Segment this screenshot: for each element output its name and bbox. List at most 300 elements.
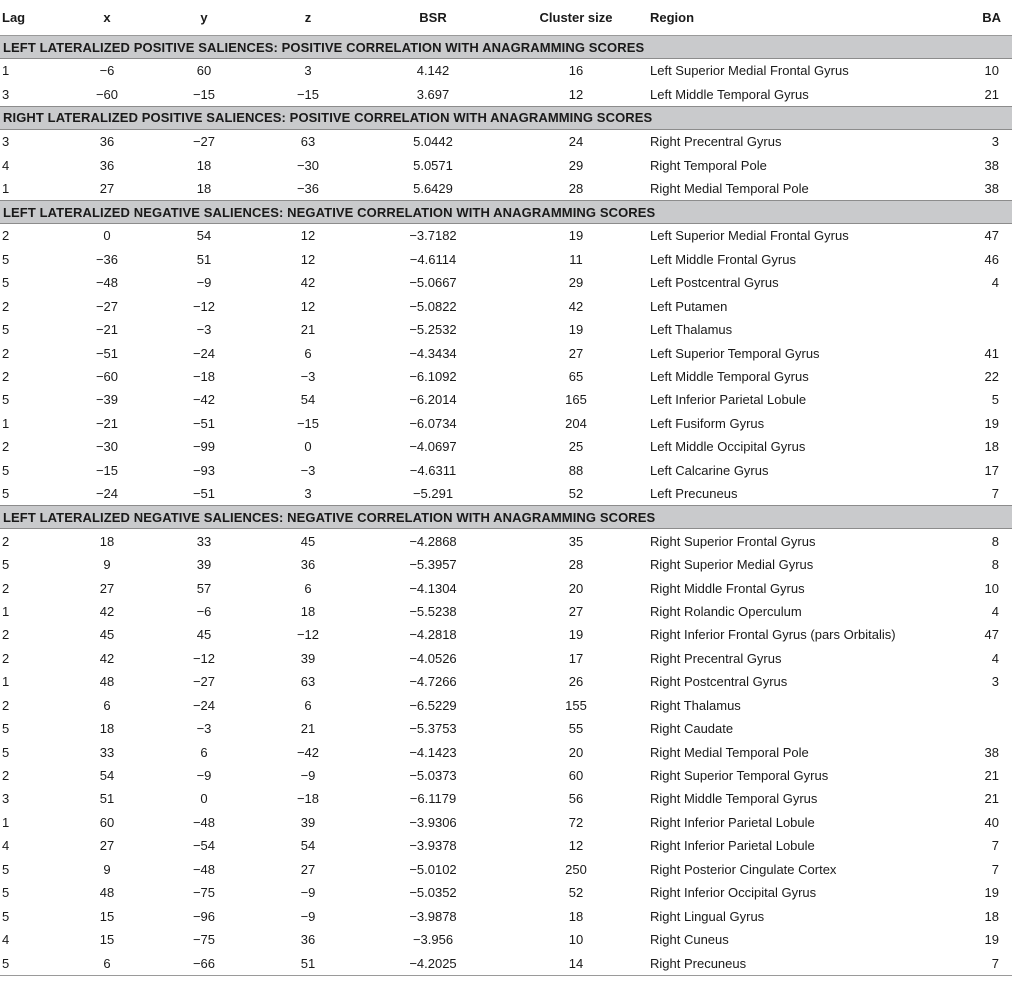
cell-ba: 19 <box>984 415 999 431</box>
cell-y: 54 <box>196 228 212 244</box>
table-row <box>0 365 1012 388</box>
cell-bsr: −3.9378 <box>409 838 457 854</box>
cell-z: 21 <box>300 322 316 338</box>
table-row <box>0 295 1012 318</box>
cell-cluster-size: 56 <box>568 791 584 807</box>
cell-y: −51 <box>192 415 216 431</box>
section-title: LEFT LATERALIZED POSITIVE SALIENCES: POSITIVE CORRELATION WITH ANAGRAMMING SCORES <box>0 36 1012 59</box>
cell-bsr: −5.3957 <box>409 557 457 573</box>
cell-y: −51 <box>192 486 216 502</box>
cell-lag: 5 <box>2 744 10 760</box>
cell-ba: 17 <box>984 462 999 478</box>
cell-ba: 47 <box>984 228 999 244</box>
cell-y: −9 <box>196 275 212 291</box>
cell-region: Left Postcentral Gyrus <box>650 275 779 291</box>
cell-region: Right Inferior Parietal Lobule <box>650 814 815 830</box>
cell-region: Right Precentral Gyrus <box>650 134 782 150</box>
cell-region: Left Middle Frontal Gyrus <box>650 251 796 267</box>
cell-region: Right Precuneus <box>650 955 747 971</box>
cell-z: 36 <box>300 557 316 573</box>
cell-cluster-size: 52 <box>568 486 584 502</box>
cell-y: 18 <box>196 157 212 173</box>
cell-cluster-size: 165 <box>565 392 587 408</box>
table-row <box>0 318 1012 341</box>
cell-x: −36 <box>95 251 119 267</box>
cell-y: −12 <box>192 298 216 314</box>
cell-region: Right Middle Frontal Gyrus <box>650 580 805 596</box>
cell-lag: 2 <box>2 627 10 643</box>
cell-region: Left Superior Temporal Gyrus <box>650 345 820 361</box>
cell-x: 42 <box>99 650 115 666</box>
table-row <box>0 271 1012 294</box>
cell-lag: 3 <box>2 791 10 807</box>
cell-region: Right Superior Frontal Gyrus <box>650 533 816 549</box>
table-row <box>0 435 1012 458</box>
table-row <box>0 482 1012 506</box>
cell-lag: 2 <box>2 650 10 666</box>
cell-x: 36 <box>99 157 115 173</box>
cell-z: −36 <box>296 180 320 196</box>
cell-cluster-size: 14 <box>568 955 584 971</box>
cell-cluster-size: 11 <box>569 251 583 267</box>
table-row <box>0 647 1012 670</box>
cell-x: 6 <box>103 697 111 713</box>
cell-cluster-size: 19 <box>568 228 584 244</box>
cell-z: 51 <box>300 955 316 971</box>
cell-x: 48 <box>99 885 115 901</box>
cell-lag: 1 <box>2 180 10 196</box>
cell-bsr: −4.6114 <box>409 251 457 267</box>
cell-ba: 22 <box>984 369 999 385</box>
cell-z: −15 <box>296 415 320 431</box>
cell-z: 63 <box>300 134 316 150</box>
cell-z: 21 <box>300 721 316 737</box>
cell-cluster-size: 20 <box>568 744 584 760</box>
table-row <box>0 881 1012 904</box>
cell-x: −15 <box>95 462 119 478</box>
cell-lag: 4 <box>2 932 10 948</box>
cell-ba: 3 <box>991 674 999 690</box>
cell-ba: 8 <box>991 533 999 549</box>
cell-ba <box>928 318 1012 341</box>
section-header-row <box>0 36 1012 59</box>
cell-region: Right Medial Temporal Pole <box>650 180 809 196</box>
cell-x: 36 <box>99 134 115 150</box>
cell-region: Left Precuneus <box>650 486 738 502</box>
cell-x: 60 <box>99 814 115 830</box>
cell-z: −3 <box>300 462 316 478</box>
table-row <box>0 951 1012 975</box>
cell-region: Left Superior Medial Frontal Gyrus <box>650 63 849 79</box>
col-header-bsr: BSR <box>362 0 504 36</box>
cell-lag: 5 <box>2 486 10 502</box>
cell-region: Right Temporal Pole <box>650 157 767 173</box>
cell-x: 27 <box>99 580 115 596</box>
cell-z: 6 <box>304 697 312 713</box>
col-header-z: z <box>254 0 362 36</box>
cell-bsr: 4.142 <box>416 63 450 79</box>
cell-lag: 3 <box>2 134 10 150</box>
cell-bsr: −4.7266 <box>409 674 457 690</box>
cell-y: −18 <box>192 369 216 385</box>
cell-cluster-size: 52 <box>568 885 584 901</box>
cell-bsr: −3.9878 <box>409 908 457 924</box>
cell-cluster-size: 155 <box>565 697 587 713</box>
cell-region: Left Superior Medial Frontal Gyrus <box>650 228 849 244</box>
cell-z: 3 <box>304 63 312 79</box>
cell-cluster-size: 19 <box>568 627 584 643</box>
cell-region: Right Caudate <box>650 721 734 737</box>
cell-lag: 5 <box>2 462 10 478</box>
cell-x: 27 <box>99 838 115 854</box>
cell-cluster-size: 72 <box>568 814 584 830</box>
table-row <box>0 623 1012 646</box>
cell-bsr: −4.0697 <box>409 439 457 455</box>
cell-y: −93 <box>192 462 216 478</box>
cell-ba <box>928 295 1012 318</box>
cell-ba: 40 <box>984 814 999 830</box>
cell-bsr: −3.956 <box>412 932 454 948</box>
cell-lag: 2 <box>2 439 10 455</box>
cell-x: 33 <box>99 744 115 760</box>
cell-z: −15 <box>296 86 320 102</box>
cell-cluster-size: 29 <box>568 157 584 173</box>
cell-z: 3 <box>304 486 312 502</box>
cell-cluster-size: 12 <box>568 838 584 854</box>
table-row <box>0 811 1012 834</box>
table-row <box>0 670 1012 693</box>
cell-lag: 2 <box>2 768 10 784</box>
cell-cluster-size: 28 <box>568 180 584 196</box>
cell-y: 57 <box>196 580 212 596</box>
col-header-x: x <box>60 0 154 36</box>
cell-lag: 5 <box>2 885 10 901</box>
table-row <box>0 82 1012 106</box>
cell-z: 39 <box>300 814 316 830</box>
table-row <box>0 904 1012 927</box>
cell-lag: 5 <box>2 861 10 877</box>
cell-y: −27 <box>192 134 216 150</box>
cell-region: Right Medial Temporal Pole <box>650 744 809 760</box>
cell-y: −12 <box>192 650 216 666</box>
table-row <box>0 529 1012 553</box>
cell-lag: 1 <box>2 603 10 619</box>
cell-region: Right Inferior Frontal Gyrus (pars Orbitalis) <box>650 627 896 643</box>
cell-lag: 3 <box>2 86 10 102</box>
cell-lag: 5 <box>2 955 10 971</box>
cell-x: −24 <box>95 486 119 502</box>
cell-ba: 3 <box>991 134 999 150</box>
cell-z: 54 <box>300 838 316 854</box>
cell-x: −51 <box>95 345 119 361</box>
header-row <box>0 0 1012 36</box>
cell-x: 45 <box>99 627 115 643</box>
col-header-cluster-size: Cluster size <box>504 0 648 36</box>
cell-x: −6 <box>99 63 115 79</box>
cell-region: Left Fusiform Gyrus <box>650 415 765 431</box>
cell-z: 63 <box>300 674 316 690</box>
cell-cluster-size: 10 <box>568 932 584 948</box>
cell-region: Left Middle Temporal Gyrus <box>650 369 809 385</box>
table-row <box>0 224 1012 248</box>
cell-z: 36 <box>300 932 316 948</box>
table-row <box>0 928 1012 951</box>
cell-bsr: −5.291 <box>412 486 454 502</box>
cell-z: −18 <box>296 791 320 807</box>
cell-y: −6 <box>196 603 212 619</box>
cell-cluster-size: 42 <box>568 298 584 314</box>
cell-x: 51 <box>99 791 115 807</box>
section-title: LEFT LATERALIZED NEGATIVE SALIENCES: NEGATIVE CORRELATION WITH ANAGRAMMING SCORES <box>0 506 1012 529</box>
cell-ba: 47 <box>984 627 999 643</box>
cell-x: 18 <box>99 721 115 737</box>
cell-bsr: 3.697 <box>416 86 450 102</box>
cell-y: −66 <box>192 955 216 971</box>
col-header-region: Region <box>648 0 928 36</box>
cell-z: 12 <box>300 298 316 314</box>
table-row <box>0 764 1012 787</box>
cell-z: −9 <box>300 885 316 901</box>
cell-x: 6 <box>103 955 111 971</box>
cell-bsr: −4.3434 <box>409 345 457 361</box>
table-row <box>0 341 1012 364</box>
cell-bsr: −5.0102 <box>409 861 457 877</box>
cell-x: 48 <box>99 674 115 690</box>
col-header-ba: BA <box>928 0 1012 36</box>
cell-lag: 1 <box>2 674 10 690</box>
cell-x: −21 <box>95 415 119 431</box>
cell-ba: 19 <box>984 932 999 948</box>
col-header-y: y <box>154 0 254 36</box>
cell-x: −21 <box>95 322 119 338</box>
cell-ba: 8 <box>991 557 999 573</box>
cell-cluster-size: 250 <box>565 861 587 877</box>
cell-cluster-size: 24 <box>568 134 584 150</box>
cell-ba: 21 <box>984 86 999 102</box>
cell-cluster-size: 20 <box>568 580 584 596</box>
cell-z: 39 <box>300 650 316 666</box>
cell-ba: 5 <box>991 392 999 408</box>
cell-region: Right Cuneus <box>650 932 729 948</box>
table-row <box>0 740 1012 763</box>
cell-cluster-size: 204 <box>565 415 587 431</box>
cell-lag: 2 <box>2 697 10 713</box>
cell-cluster-size: 27 <box>568 345 584 361</box>
cell-x: 15 <box>99 908 115 924</box>
table-row <box>0 858 1012 881</box>
cell-ba: 7 <box>991 838 999 854</box>
cell-ba: 7 <box>991 861 999 877</box>
cell-bsr: −4.1304 <box>409 580 457 596</box>
cell-ba: 7 <box>991 486 999 502</box>
cell-bsr: 5.0442 <box>413 134 453 150</box>
cell-ba: 38 <box>984 744 999 760</box>
cell-ba: 4 <box>991 650 999 666</box>
cell-lag: 2 <box>2 228 10 244</box>
table-row <box>0 129 1012 153</box>
cell-ba: 4 <box>991 275 999 291</box>
cell-y: 51 <box>196 251 212 267</box>
cell-y: −24 <box>192 697 216 713</box>
cell-lag: 1 <box>2 63 10 79</box>
table-row <box>0 248 1012 271</box>
section-title: RIGHT LATERALIZED POSITIVE SALIENCES: POSITIVE CORRELATION WITH ANAGRAMMING SCORES <box>0 106 1012 129</box>
cell-cluster-size: 28 <box>568 557 584 573</box>
cell-bsr: −4.6311 <box>409 462 457 478</box>
cell-lag: 4 <box>2 157 10 173</box>
cell-z: −30 <box>296 157 320 173</box>
cell-bsr: −6.1179 <box>409 791 457 807</box>
cell-bsr: 5.6429 <box>413 180 453 196</box>
cell-lag: 2 <box>2 298 10 314</box>
cell-x: 15 <box>99 932 115 948</box>
cell-region: Right Postcentral Gyrus <box>650 674 788 690</box>
table-row <box>0 153 1012 176</box>
cell-x: 9 <box>103 557 111 573</box>
cell-x: 42 <box>99 603 115 619</box>
cell-region: Left Middle Temporal Gyrus <box>650 86 809 102</box>
cell-y: −96 <box>192 908 216 924</box>
cell-bsr: −5.0352 <box>409 885 457 901</box>
cell-cluster-size: 26 <box>568 674 584 690</box>
cell-lag: 5 <box>2 322 10 338</box>
cell-cluster-size: 25 <box>568 439 584 455</box>
cell-y: 6 <box>200 744 208 760</box>
cell-region: Right Lingual Gyrus <box>650 908 765 924</box>
cell-cluster-size: 17 <box>568 650 584 666</box>
table-row <box>0 787 1012 810</box>
cell-z: 54 <box>300 392 316 408</box>
cell-region: Right Thalamus <box>650 697 741 713</box>
cell-y: −9 <box>196 768 212 784</box>
table-row <box>0 459 1012 482</box>
section-header-row <box>0 506 1012 529</box>
cell-region: Right Middle Temporal Gyrus <box>650 791 818 807</box>
cell-ba: 41 <box>984 345 999 361</box>
cell-ba: 38 <box>984 180 999 196</box>
table-row <box>0 694 1012 717</box>
cell-ba <box>928 694 1012 717</box>
cell-region: Right Inferior Occipital Gyrus <box>650 885 817 901</box>
cell-bsr: −3.7182 <box>409 228 457 244</box>
cell-x: −60 <box>95 369 119 385</box>
cell-bsr: −4.0526 <box>409 650 457 666</box>
cell-bsr: −5.0373 <box>409 768 457 784</box>
cell-lag: 2 <box>2 580 10 596</box>
cell-cluster-size: 16 <box>568 63 584 79</box>
cell-region: Right Superior Medial Gyrus <box>650 557 814 573</box>
cell-cluster-size: 88 <box>568 462 584 478</box>
cell-y: −42 <box>192 392 216 408</box>
section-header-row <box>0 106 1012 129</box>
cell-region: Left Middle Occipital Gyrus <box>650 439 806 455</box>
cell-bsr: −6.5229 <box>409 697 457 713</box>
cell-lag: 5 <box>2 721 10 737</box>
table-row <box>0 388 1012 411</box>
cell-x: 18 <box>99 533 115 549</box>
cell-y: 18 <box>196 180 212 196</box>
table-row <box>0 553 1012 576</box>
cell-bsr: −4.1423 <box>409 744 457 760</box>
cell-bsr: −5.5238 <box>409 603 457 619</box>
cell-y: −75 <box>192 932 216 948</box>
cell-bsr: −4.2025 <box>409 955 457 971</box>
cell-y: 0 <box>200 791 208 807</box>
cell-cluster-size: 29 <box>568 275 584 291</box>
cell-region: Left Thalamus <box>650 322 733 338</box>
cell-x: 0 <box>103 228 111 244</box>
cell-z: 6 <box>304 580 312 596</box>
cell-z: 18 <box>300 603 316 619</box>
cell-y: 39 <box>196 557 212 573</box>
cell-region: Right Rolandic Operculum <box>650 603 802 619</box>
cell-y: −27 <box>192 674 216 690</box>
cell-bsr: −5.0667 <box>409 275 457 291</box>
cell-ba: 4 <box>991 603 999 619</box>
section-header-row <box>0 201 1012 224</box>
table-row <box>0 834 1012 857</box>
cell-y: −48 <box>192 861 216 877</box>
table-body <box>0 36 1012 976</box>
table-row <box>0 717 1012 740</box>
cell-z: −3 <box>300 369 316 385</box>
cell-lag: 5 <box>2 251 10 267</box>
cell-z: 42 <box>300 275 316 291</box>
cell-bsr: −4.2818 <box>409 627 457 643</box>
table-row <box>0 576 1012 599</box>
cell-lag: 5 <box>2 392 10 408</box>
cell-ba: 46 <box>984 251 999 267</box>
cell-cluster-size: 12 <box>568 86 584 102</box>
cell-y: −3 <box>196 322 212 338</box>
cell-y: −48 <box>192 814 216 830</box>
cell-cluster-size: 35 <box>568 533 584 549</box>
cell-ba: 18 <box>984 908 999 924</box>
cell-ba: 21 <box>984 768 999 784</box>
cell-ba: 21 <box>984 791 999 807</box>
cell-x: −39 <box>95 392 119 408</box>
cell-region: Left Inferior Parietal Lobule <box>650 392 807 408</box>
cell-region: Right Posterior Cingulate Cortex <box>650 861 837 877</box>
cell-y: −99 <box>192 439 216 455</box>
cell-z: 12 <box>300 251 316 267</box>
cell-ba: 10 <box>984 63 999 79</box>
cell-region: Left Putamen <box>650 298 728 314</box>
cell-bsr: −6.2014 <box>409 392 457 408</box>
cell-y: 33 <box>196 533 212 549</box>
cell-bsr: −6.1092 <box>409 369 457 385</box>
cell-bsr: 5.0571 <box>413 157 453 173</box>
cell-y: −75 <box>192 885 216 901</box>
cell-cluster-size: 55 <box>568 721 584 737</box>
cell-cluster-size: 60 <box>568 768 584 784</box>
cell-bsr: −5.0822 <box>409 298 457 314</box>
cell-y: 45 <box>196 627 212 643</box>
cell-lag: 1 <box>2 415 10 431</box>
cell-y: −54 <box>192 838 216 854</box>
cell-bsr: −6.0734 <box>409 415 457 431</box>
cell-ba: 10 <box>984 580 999 596</box>
cell-region: Right Precentral Gyrus <box>650 650 782 666</box>
cell-y: −24 <box>192 345 216 361</box>
table-row <box>0 177 1012 201</box>
cell-y: −3 <box>196 721 212 737</box>
cell-ba: 19 <box>984 885 999 901</box>
cell-z: 0 <box>304 439 312 455</box>
cell-x: 27 <box>99 180 115 196</box>
cell-ba: 18 <box>984 439 999 455</box>
cell-lag: 2 <box>2 533 10 549</box>
